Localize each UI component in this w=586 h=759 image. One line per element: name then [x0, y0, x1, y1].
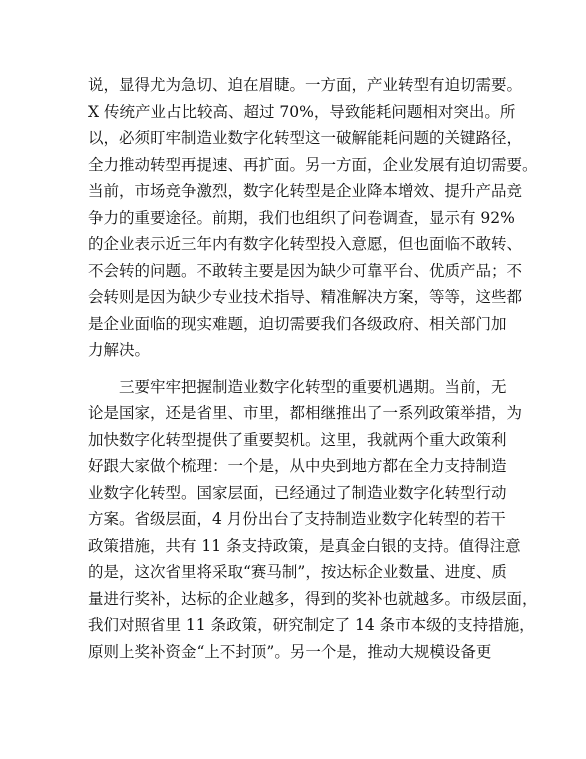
paragraph-2 [88, 374, 538, 666]
text-line: 的是，这次省里将采取“赛马制”，按达标企业数量、进度、质 [88, 563, 507, 581]
text-line: 以，必须盯牢制造业数字化转型这一破解能耗问题的关键路径， [88, 129, 523, 147]
text-line: 原则上奖补资金“上不封顶”。另一个是，推动大规模设备更 [88, 642, 492, 661]
text-line: 的企业表示近三年内有数字化转型投入意愿，但也面临不敢转、 [88, 235, 523, 253]
text-line: 业数字化转型。国家层面，已经通过了制造业数字化转型行动 [88, 483, 507, 502]
text-line: 方案。省级层面，4 月份出台了支持制造业数字化转型的若干 [88, 510, 506, 528]
text-line: 全力推动转型再提速、再扩面。另一方面，企业发展有迫切需要。 [88, 155, 538, 174]
text-line: 政策措施，共有 11 条支持政策，是真金白银的支持。值得注意 [88, 536, 521, 555]
text-line: 会转则是因为缺少专业技术指导、精准解决方案，等等，这些都 [88, 288, 523, 306]
paragraph-spacer [88, 364, 508, 374]
paragraph-1 [88, 72, 538, 364]
text-line: 好跟大家做个梳理：一个是，从中央到地方都在全力支持制造 [88, 457, 507, 475]
text-line: 是企业面临的现实难题，迫切需要我们各级政府、相关部门加 [88, 314, 507, 333]
text-line: 我们对照省里 11 条政策，研究制定了 14 条市本级的支持措施， [88, 616, 535, 634]
text-line: 三要牢牢把握制造业数字化转型的重要机遇期。当前，无 [119, 377, 507, 396]
document-body [88, 72, 538, 665]
text-line: 力解决。 [88, 341, 151, 359]
text-line: X 传统产业占比较高、超过 70%，导致能耗问题相对突出。所 [88, 102, 516, 121]
text-line: 论是国家，还是省里、市里，都相继推出了一系列政策举措，为 [88, 404, 523, 422]
text-line: 当前，市场竞争激烈，数字化转型是企业降本增效、提升产品竞 [88, 182, 523, 200]
text-line: 量进行奖补，达标的企业越多，得到的奖补也就越多。市级层面， [88, 589, 538, 608]
text-line: 加快数字化转型提供了重要契机。这里，我就两个重大政策利 [88, 430, 507, 449]
text-line: 争力的重要途径。前期，我们也组织了问卷调查，显示有 92% [88, 208, 515, 227]
text-line: 说，显得尤为急切、迫在眉睫。一方面，产业转型有迫切需要。 [88, 76, 523, 94]
text-line: 不会转的问题。不敢转主要是因为缺少可靠平台、优质产品；不 [88, 261, 523, 280]
